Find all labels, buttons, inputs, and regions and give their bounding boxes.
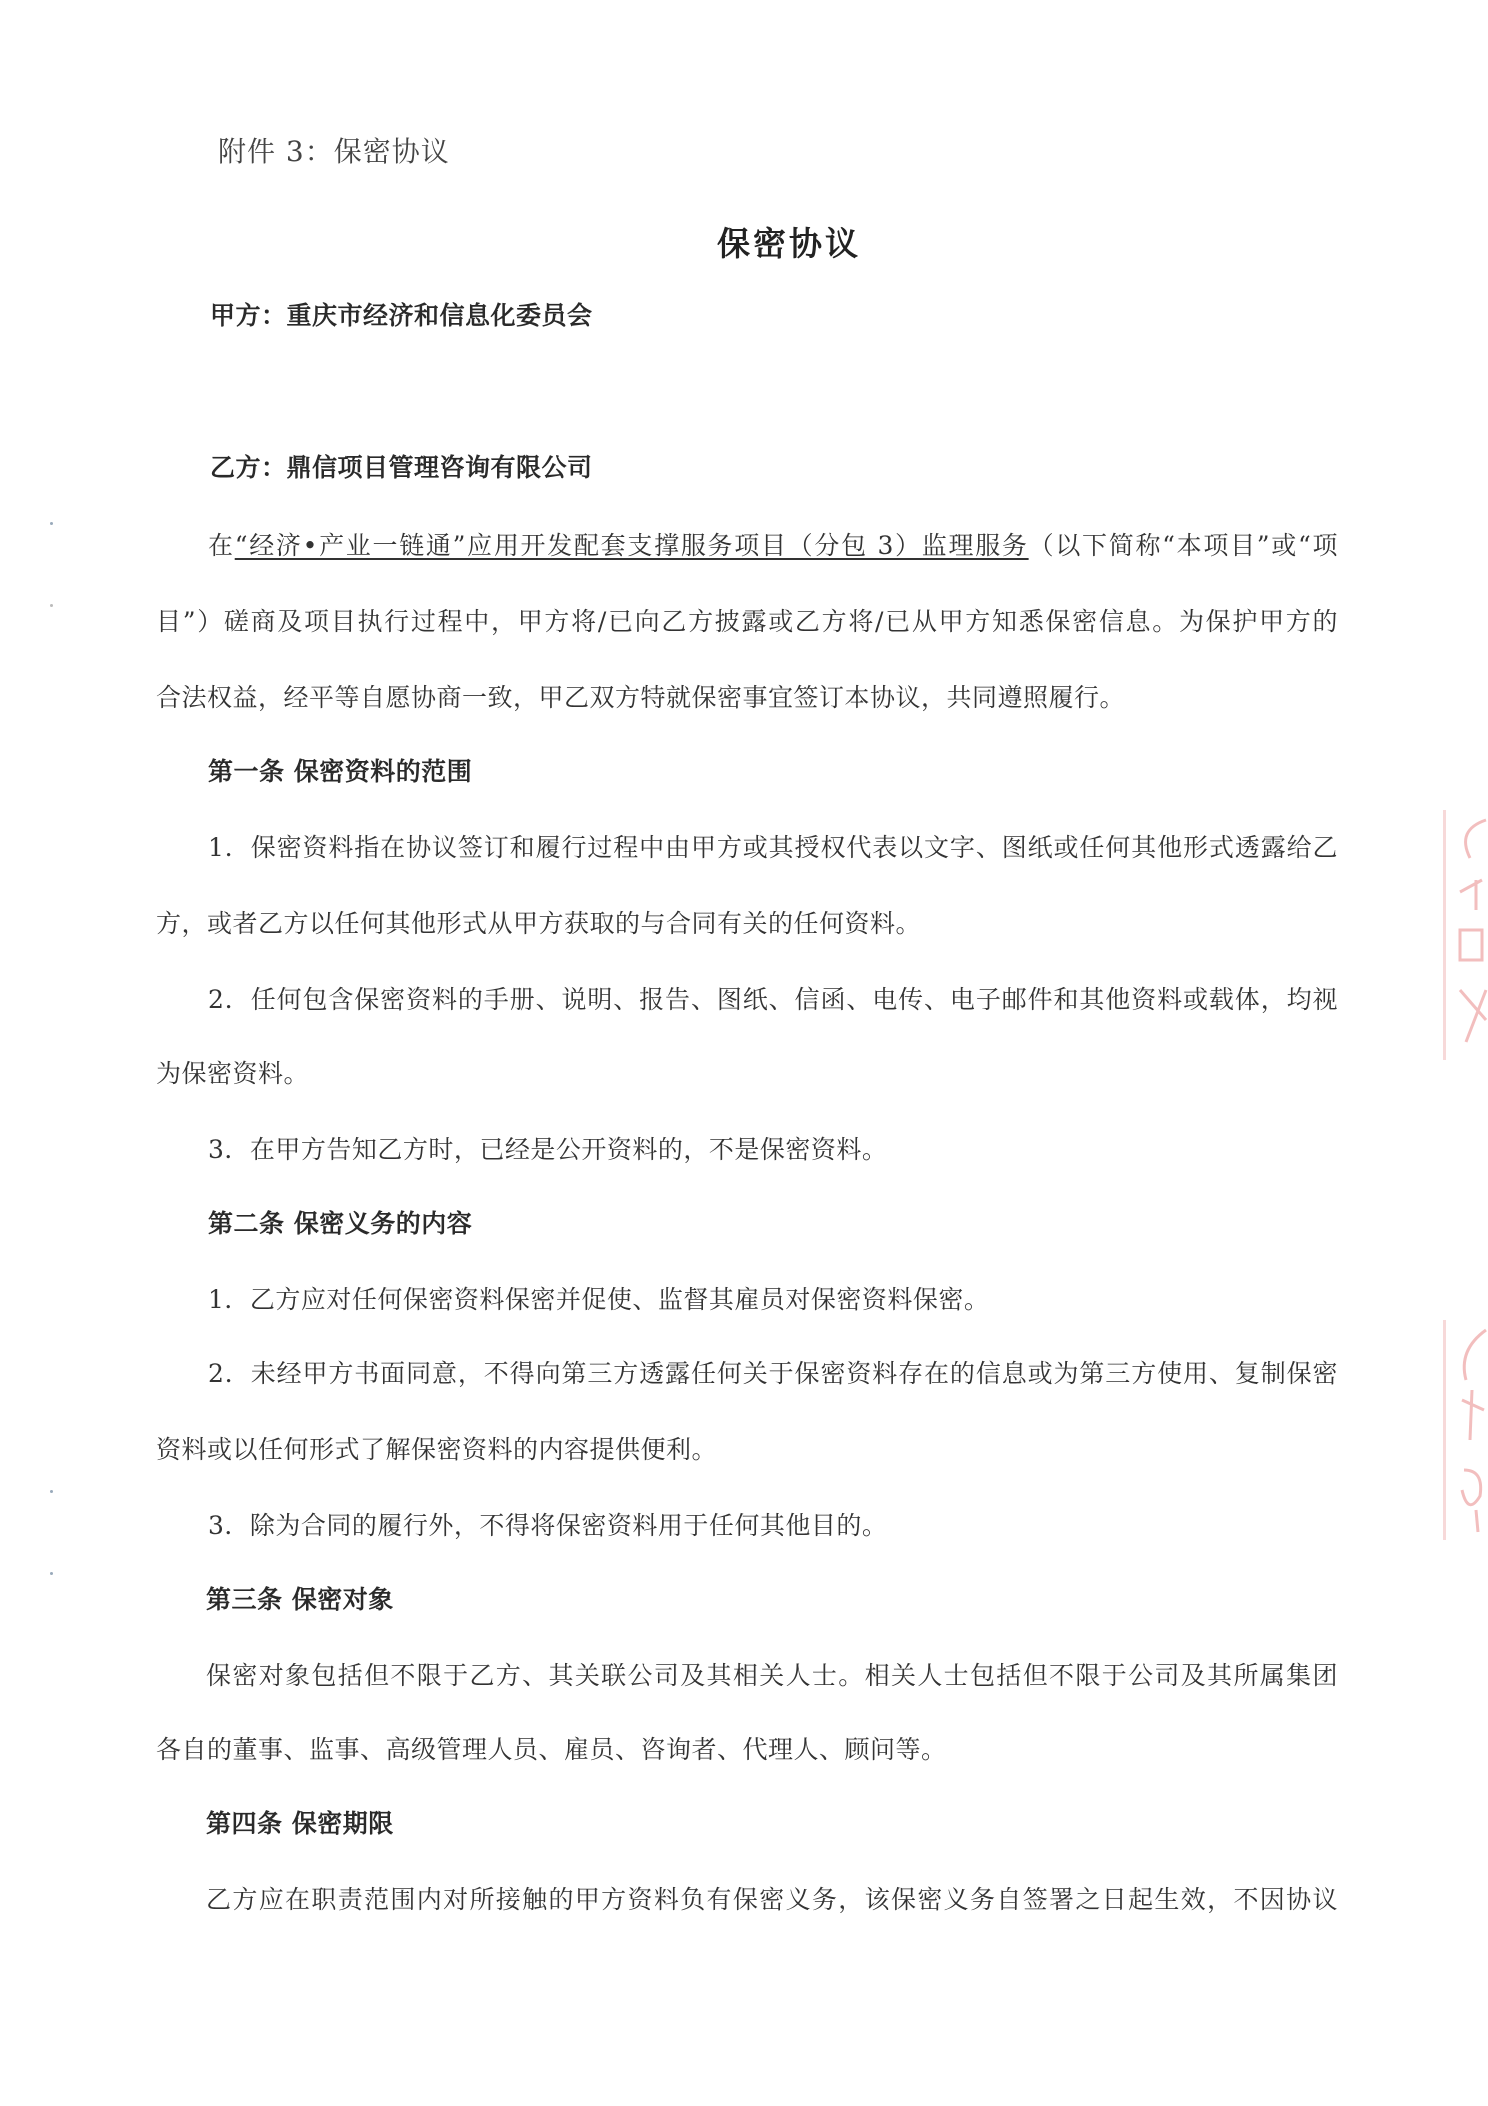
party-b: 乙方：鼎信项目管理咨询有限公司 <box>210 453 593 482</box>
document-title: 保密协议 <box>717 224 861 263</box>
article-4-line-1: 乙方应在职责范围内对所接触的甲方资料负有保密义务，该保密义务自签署之日起生效，不因协议 <box>206 1885 1338 1914</box>
article-4-heading: 第四条 保密期限 <box>206 1809 394 1838</box>
seal-stamp-icon <box>1446 810 1488 1060</box>
intro-prefix: 在 <box>208 531 235 560</box>
intro-line-1-suffix: （以下简称“本项目”或“项 <box>1028 531 1338 560</box>
seal-stamp-icon <box>1446 1320 1488 1540</box>
article-3-heading: 第三条 保密对象 <box>206 1585 394 1614</box>
article-1-line-3: 2．任何包含保密资料的手册、说明、报告、图纸、信函、电传、电子邮件和其他资料或载体，均视 <box>208 985 1338 1014</box>
seal-fragment-bottom <box>1443 1320 1488 1540</box>
scan-speck <box>50 1572 53 1575</box>
article-2-line-2: 2．未经甲方书面同意，不得向第三方透露任何关于保密资料存在的信息或为第三方使用、复制保密 <box>208 1359 1338 1388</box>
attachment-label: 附件 3：保密协议 <box>218 135 450 168</box>
article-3-line-1: 保密对象包括但不限于乙方、其关联公司及其相关人士。相关人士包括但不限于公司及其所属集团 <box>206 1661 1338 1690</box>
scan-speck <box>50 522 53 525</box>
scan-speck <box>50 1490 53 1493</box>
article-3-line-2: 各自的董事、监事、高级管理人员、雇员、咨询者、代理人、顾问等。 <box>156 1735 947 1764</box>
seal-fragment-top <box>1443 810 1488 1060</box>
article-2-line-4: 3．除为合同的履行外，不得将保密资料用于任何其他目的。 <box>208 1511 888 1540</box>
party-a: 甲方：重庆市经济和信息化委员会 <box>210 301 593 330</box>
intro-line-3: 合法权益，经平等自愿协商一致，甲乙双方特就保密事宜签订本协议，共同遵照履行。 <box>156 683 1126 712</box>
article-2-line-1: 1．乙方应对任何保密资料保密并促使、监督其雇员对保密资料保密。 <box>208 1285 990 1314</box>
article-1-line-4: 为保密资料。 <box>156 1059 310 1088</box>
article-1-heading: 第一条 保密资料的范围 <box>208 757 473 786</box>
project-name: “经济•产业一链通”应用开发配套支撑服务项目（分包 3）监理服务 <box>234 531 1029 560</box>
article-2-line-3: 资料或以任何形式了解保密资料的内容提供便利。 <box>156 1435 718 1464</box>
article-2-heading: 第二条 保密义务的内容 <box>208 1209 473 1238</box>
article-1-line-5: 3．在甲方告知乙方时，已经是公开资料的，不是保密资料。 <box>208 1135 888 1164</box>
scan-speck <box>50 604 53 607</box>
article-1-line-1: 1．保密资料指在协议签订和履行过程中由甲方或其授权代表以文字、图纸或任何其他形式透露给乙 <box>208 833 1338 862</box>
article-1-line-2: 方，或者乙方以任何其他形式从甲方获取的与合同有关的任何资料。 <box>156 909 922 938</box>
intro-line-2: 目”）磋商及项目执行过程中，甲方将/已向乙方披露或乙方将/已从甲方知悉保密信息。为保护甲方的 <box>156 607 1338 636</box>
intro-line-1 <box>208 530 1338 562</box>
